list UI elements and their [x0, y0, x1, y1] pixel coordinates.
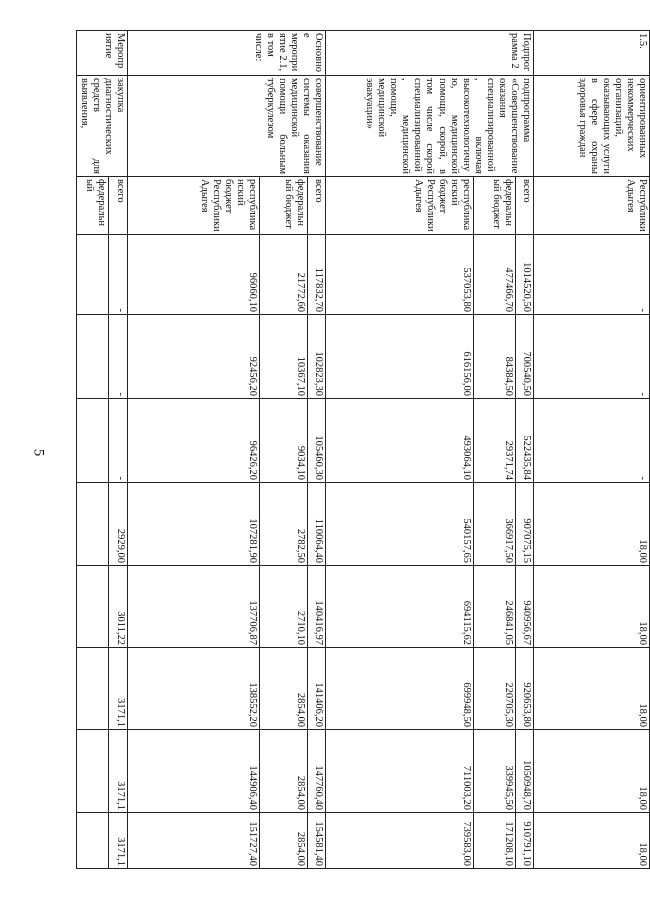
- row-source: всего: [516, 177, 534, 235]
- row-source: федеральный бюджет: [474, 177, 516, 235]
- row-code: Основное мероприятие 2.1, в том числе:: [128, 31, 326, 76]
- value-cell: 117832,70: [308, 235, 326, 315]
- value-cell: 18,00: [534, 730, 650, 813]
- value-cell: 2710,10: [260, 566, 308, 648]
- value-cell: 29371,74: [474, 399, 516, 483]
- value-cell: 910791,10: [516, 813, 534, 869]
- value-cell: 92456,20: [128, 315, 260, 399]
- value-cell: 102823,30: [308, 315, 326, 399]
- value-cell: 2854,00: [260, 730, 308, 813]
- value-cell: 540157,65: [326, 483, 474, 566]
- value-cell: 151727,40: [128, 813, 260, 869]
- row-source: республиканский бюджет Республики Адыгея: [128, 177, 260, 235]
- value-cell: 10367,10: [260, 315, 308, 399]
- row-name: подпрограмма «Совершенствование оказания специализированной, включая высокотехнологичную, медицинской помощи, скорой, в том числе скорой специализированной, медицинской помощи, медицинской эвакуации»: [326, 76, 534, 177]
- page-number: 5: [30, 448, 47, 457]
- value-cell: 171208,10: [474, 813, 516, 869]
- row-name: ориентированных некоммерческих организаций, оказывающих услуги в сфере охраны здоровья граждан: [534, 76, 650, 177]
- row-source: Республики Адыгея: [534, 177, 650, 235]
- row-code: Мероприятие: [76, 31, 127, 76]
- row-source: федеральный бюджет: [260, 177, 308, 235]
- value-cell: [76, 566, 108, 648]
- table-row: [308, 31, 326, 869]
- table-row: [108, 31, 127, 869]
- value-cell: 1014520,50: [516, 235, 534, 315]
- value-cell: 940956,67: [516, 566, 534, 648]
- budget-table: [76, 30, 650, 869]
- value-cell: 105460,30: [308, 399, 326, 483]
- value-cell: -: [108, 399, 127, 483]
- value-cell: -: [108, 235, 127, 315]
- value-cell: 711003,20: [326, 730, 474, 813]
- value-cell: 138552,20: [128, 648, 260, 730]
- value-cell: 1050948,70: [516, 730, 534, 813]
- value-cell: 154581,40: [308, 813, 326, 869]
- value-cell: -: [534, 315, 650, 399]
- value-cell: 21772,60: [260, 235, 308, 315]
- value-cell: 537053,80: [326, 235, 474, 315]
- value-cell: 3171,1: [108, 648, 127, 730]
- rotated-budget-table: [80, 30, 650, 868]
- value-cell: 18,00: [534, 813, 650, 869]
- value-cell: 920653,80: [516, 648, 534, 730]
- row-name: закупка диагностических средств для выявления,: [76, 76, 127, 177]
- row-source: всего: [108, 177, 127, 235]
- row-code: Подпрограмма 2: [326, 31, 534, 76]
- value-cell: 739583,00: [326, 813, 474, 869]
- value-cell: 477466,70: [474, 235, 516, 315]
- value-cell: 2854,00: [260, 813, 308, 869]
- value-cell: 137706,87: [128, 566, 260, 648]
- value-cell: 3171,1: [108, 730, 127, 813]
- value-cell: 2854,00: [260, 648, 308, 730]
- value-cell: 246841,05: [474, 566, 516, 648]
- value-cell: [76, 235, 108, 315]
- value-cell: 141406,20: [308, 648, 326, 730]
- value-cell: 18,00: [534, 483, 650, 566]
- value-cell: [76, 315, 108, 399]
- row-source: республиканский бюджет Республики Адыгея: [326, 177, 474, 235]
- row-code: 1.5.: [534, 31, 650, 76]
- table-row: [534, 31, 650, 869]
- value-cell: 147760,40: [308, 730, 326, 813]
- value-cell: 699948,50: [326, 648, 474, 730]
- row-source: всего: [308, 177, 326, 235]
- value-cell: 18,00: [534, 648, 650, 730]
- value-cell: 96426,20: [128, 399, 260, 483]
- value-cell: 9034,10: [260, 399, 308, 483]
- value-cell: 3171,1: [108, 813, 127, 869]
- value-cell: [76, 730, 108, 813]
- value-cell: 140416,97: [308, 566, 326, 648]
- value-cell: [76, 399, 108, 483]
- value-cell: 107281,90: [128, 483, 260, 566]
- value-cell: [76, 483, 108, 566]
- value-cell: 522435,84: [516, 399, 534, 483]
- value-cell: 110064,40: [308, 483, 326, 566]
- value-cell: 700540,50: [516, 315, 534, 399]
- value-cell: 694115,62: [326, 566, 474, 648]
- value-cell: [76, 813, 108, 869]
- value-cell: 493064,10: [326, 399, 474, 483]
- table-row: [516, 31, 534, 869]
- value-cell: 84384,50: [474, 315, 516, 399]
- value-cell: 366917,50: [474, 483, 516, 566]
- value-cell: 907075,15: [516, 483, 534, 566]
- value-cell: 96060,10: [128, 235, 260, 315]
- value-cell: 339945,50: [474, 730, 516, 813]
- value-cell: 2782,50: [260, 483, 308, 566]
- value-cell: 144906,40: [128, 730, 260, 813]
- value-cell: -: [534, 235, 650, 315]
- value-cell: 3011,22: [108, 566, 127, 648]
- value-cell: -: [534, 399, 650, 483]
- value-cell: 616156,00: [326, 315, 474, 399]
- value-cell: 18,00: [534, 566, 650, 648]
- value-cell: 2929,00: [108, 483, 127, 566]
- value-cell: -: [108, 315, 127, 399]
- row-name: совершенствование системы оказания медицинской помощи больным туберкулезом: [128, 76, 326, 177]
- value-cell: 220705,30: [474, 648, 516, 730]
- row-source: федеральный: [76, 177, 108, 235]
- value-cell: [76, 648, 108, 730]
